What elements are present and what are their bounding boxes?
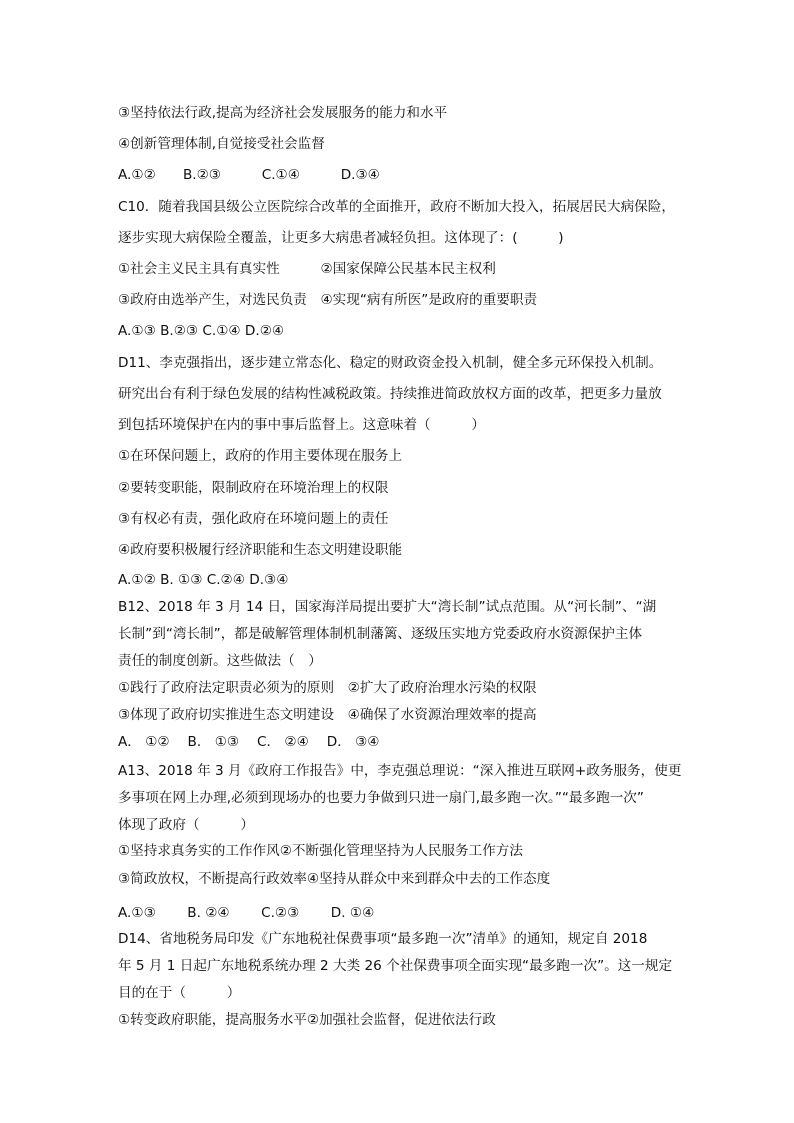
- text-line: 逐步实现大病保险全覆盖，让更多大病患者减轻负担。这体现了：( ): [118, 230, 564, 246]
- text-line: 目的在于（ ）: [118, 985, 241, 1001]
- question-13-stem: A13、2018 年 3 月《政府工作报告》中，李克强总理说：“深入推进互联网+政务服务，使更: [118, 763, 682, 779]
- answer-options: A.①② B. ①③ C.②④ D.③④: [118, 572, 289, 588]
- text-line: ①在环保问题上，政府的作用主要体现在服务上: [118, 448, 403, 464]
- question-10-stem: C10．随着我国县级公立医院综合改革的全面推开，政府不断加大投入，拓展居民大病保险，: [118, 199, 675, 215]
- question-11-stem: D11、李克强指出，逐步建立常态化、稳定的财政资金投入机制，健全多元环保投入机制。: [118, 355, 663, 371]
- answer-options: A.①③ B. ②④ C.②③ D. ①④: [118, 905, 375, 921]
- text-line: ③坚持依法行政,提高为经济社会发展服务的能力和水平: [118, 105, 448, 121]
- text-line: 多事项在网上办理,必须到现场办的也要力争做到只进一扇门,最多跑一次。”“最多跑一次”: [118, 790, 644, 806]
- text-line: 长制”到“湾长制”，都是破解管理体制机制藩篱、逐级压实地方党委政府水资源保护主体: [118, 626, 643, 642]
- answer-options: A.①② B.②③ C.①④ D.③④: [118, 167, 380, 183]
- text-line: 体现了政府（ ）: [118, 817, 254, 833]
- text-line: ④政府要积极履行经济职能和生态文明建设职能: [118, 542, 403, 558]
- text-line: ③政府由选举产生，对选民负责 ④实现“病有所医”是政府的重要职责: [118, 292, 538, 308]
- question-12-stem: B12、2018 年 3 月 14 日，国家海洋局提出要扩大“湾长制”试点范围。从“河长制”、“湖: [118, 599, 657, 615]
- text-line: ①转变政府职能，提高服务水平②加强社会监督，促进依法行政: [118, 1012, 496, 1028]
- answer-options: A.①③ B.②③ C.①④ D.②④: [118, 323, 285, 339]
- text-line: ④创新管理体制,自觉接受社会监督: [118, 136, 325, 152]
- text-line: ③有权必有责，强化政府在环境问题上的责任: [118, 511, 389, 527]
- text-line: 年 5 月 1 日起广东地税系统办理 2 大类 26 个社保费事项全面实现“最多跑一次”。这一规定: [118, 958, 673, 974]
- question-14-stem: D14、省地税务局印发《广东地税社保费事项“最多跑一次”清单》的通知，规定自 2018: [118, 931, 648, 947]
- text-line: 研究出台有利于绿色发展的结构性减税政策。持续推进简政放权方面的改革，把更多力量放: [118, 386, 662, 402]
- text-line: ③体现了政府切实推进生态文明建设 ④确保了水资源治理效率的提高: [118, 707, 537, 723]
- text-line: 到包括环境保护在内的事中事后监督上。这意味着（ ）: [118, 417, 486, 433]
- text-line: ①坚持求真务实的工作作风②不断强化管理坚持为人民服务工作方法: [118, 843, 523, 859]
- text-line: ①践行了政府法定职责必须为的原则 ②扩大了政府治理水污染的权限: [118, 680, 537, 696]
- text-line: ②要转变职能，限制政府在环境治理上的权限: [118, 480, 389, 496]
- text-line: 责任的制度创新。这些做法（ ）: [118, 653, 322, 669]
- text-line: ①社会主义民主具有真实性 ②国家保障公民基本民主权利: [118, 261, 496, 277]
- answer-options: A． ①② B． ①③ C． ②④ D． ③④: [118, 734, 380, 750]
- text-line: ③简政放权，不断提高行政效率④坚持从群众中来到群众中去的工作态度: [118, 871, 551, 887]
